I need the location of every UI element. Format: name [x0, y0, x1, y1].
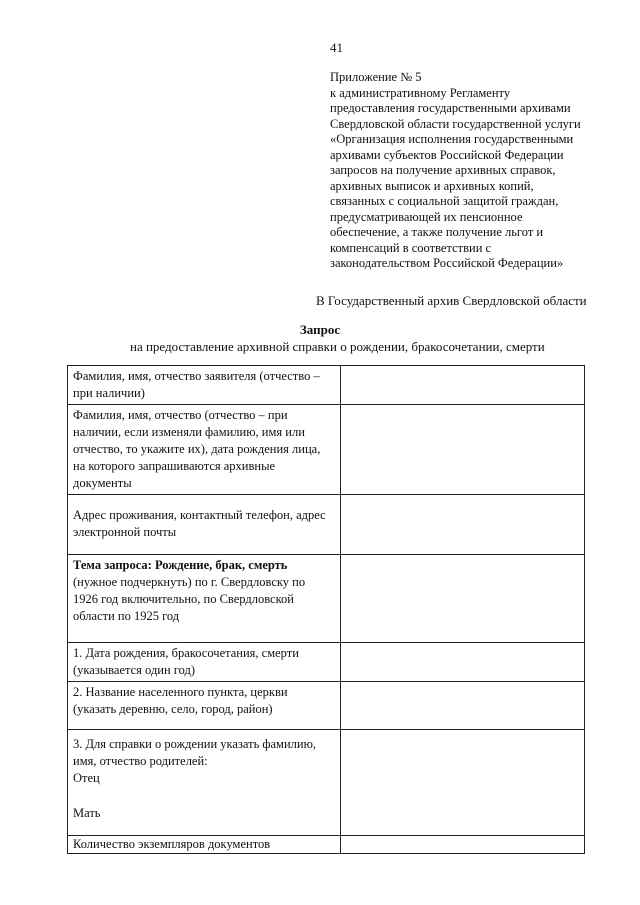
request-title: Запрос	[299, 322, 341, 337]
request-form-table	[67, 365, 585, 854]
table-row	[68, 643, 585, 682]
field-input-copies-count[interactable]	[341, 836, 585, 854]
appendix-line: к административному Регламенту	[330, 85, 511, 100]
addressee: В Государственный архив Свердловской области	[316, 293, 587, 308]
field-input-event-date[interactable]	[341, 643, 585, 682]
appendix-line: предоставления государственными архивами	[330, 101, 571, 115]
table-row	[68, 555, 585, 643]
field-label-event-date: 1. Дата рождения, бракосочетания, смерти (указывается один год)	[68, 643, 341, 682]
table-row	[68, 836, 585, 854]
father-label: Отец	[73, 771, 100, 785]
appendix-line: запросов на получение архивных справок,	[330, 163, 556, 177]
field-label-parents: 3. Для справки о рождении указать фамилию, имя, отчество родителей: Отец Мать	[68, 730, 341, 836]
field-input-subject-person[interactable]	[341, 405, 585, 495]
field-label-applicant-name: Фамилия, имя, отчество заявителя (отчество – при наличии)	[68, 366, 341, 405]
field-input-parents[interactable]	[341, 730, 585, 836]
field-label-copies-count: Количество экземпляров документов	[68, 836, 341, 854]
appendix-line: компенсаций в соответствии с	[330, 240, 492, 255]
appendix-line: предусматривающей их пенсионное	[330, 209, 523, 224]
field-input-applicant-name[interactable]	[341, 366, 585, 405]
table-row	[68, 366, 585, 405]
appendix-line: Свердловской области государственной услуги	[330, 116, 581, 131]
appendix-line: обеспечение, а также получение льгот и	[330, 225, 544, 239]
appendix-header	[330, 70, 630, 272]
table-row	[68, 730, 585, 836]
mother-label: Мать	[73, 806, 101, 820]
table-row	[68, 405, 585, 495]
field-label-subject-person: Фамилия, имя, отчество (отчество – при наличии, если изменяли фамилию, имя или отчество, то укажите их), дата рождения лица, на которого запрашиваются архивные документы	[68, 405, 341, 495]
field-input-settlement-church[interactable]	[341, 682, 585, 730]
appendix-line: архивных выписок и архивных копий,	[330, 178, 534, 193]
field-label-settlement-church: 2. Название населенного пункта, церкви (указать деревню, село, город, район)	[68, 682, 341, 730]
appendix-line: связанных с социальной защитой граждан,	[330, 194, 559, 208]
appendix-line: Приложение № 5	[330, 70, 422, 84]
request-subtitle: на предоставление архивной справки о рождении, бракосочетании, смерти	[130, 339, 545, 354]
table-row	[68, 682, 585, 730]
field-input-address-contacts[interactable]	[341, 495, 585, 555]
field-label-address-contacts: Адрес проживания, контактный телефон, адрес электронной почты	[68, 495, 341, 555]
appendix-line: законодательством Российской Федерации»	[330, 256, 564, 270]
page-number: 41	[330, 40, 343, 55]
table-row	[68, 495, 585, 555]
appendix-line: архивами субъектов Российской Федерации	[330, 147, 564, 162]
field-input-request-topic[interactable]	[341, 555, 585, 643]
field-label-request-topic: Тема запроса: Рождение, брак, смерть (нужное подчеркнуть) по г. Свердловску по 1926 год включительно, по Свердловской области по 1925 год	[68, 555, 341, 643]
appendix-line: «Организация исполнения государственными	[330, 132, 574, 146]
